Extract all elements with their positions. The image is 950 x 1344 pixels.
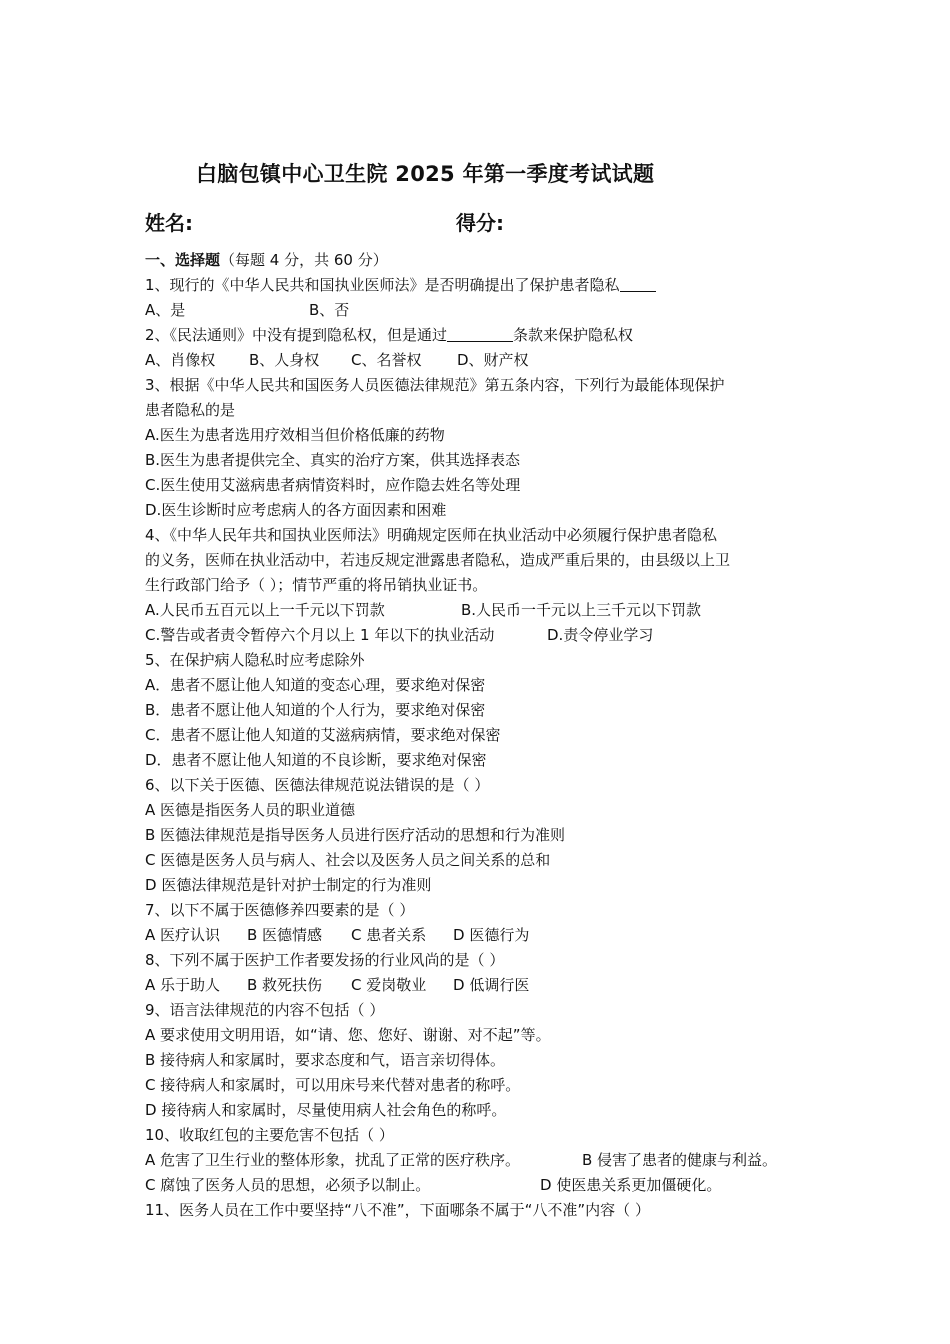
- question-4-cont: 生行政部门给予（ ）；情节严重的将吊销执业证书。: [145, 576, 488, 594]
- option: C．患者不愿让他人知道的艾滋病病情，要求绝对保密: [145, 726, 501, 744]
- question-4-options-ab: A.人民币五百元以上一千元以下罚款 B.人民币一千元以上三千元以下罚款: [145, 601, 702, 619]
- question-10-options-cd: C 腐蚀了医务人员的思想，必须予以制止。 D 使医患关系更加僵硬化。: [145, 1176, 722, 1194]
- exam-title: 白脑包镇中心卫生院 2025 年第一季度考试试题: [196, 162, 655, 186]
- question-2: 2、《民法通则》中没有提到隐私权，但是通过 条款来保护隐私权: [145, 323, 825, 348]
- option: B．患者不愿让他人知道的个人行为，要求绝对保密: [145, 701, 486, 719]
- option: B 接待病人和家属时，要求态度和气，语言亲切得体。: [145, 1051, 506, 1069]
- option: B.医生为患者提供完全、真实的治疗方案，供其选择表态: [145, 451, 521, 469]
- question-1-options: A、是 B、否: [145, 301, 350, 319]
- option: B 医德法律规范是指导医务人员进行医疗活动的思想和行为准则: [145, 826, 566, 844]
- option: A．患者不愿让他人知道的变态心理，要求绝对保密: [145, 676, 486, 694]
- option: D 医德法律规范是针对护士制定的行为准则: [145, 876, 432, 894]
- question-3-cont: 患者隐私的是: [145, 401, 236, 419]
- option: D.医生诊断时应考虑病人的各方面因素和困难: [145, 501, 447, 519]
- question-4-cont: 的义务，医师在执业活动中，若违反规定泄露患者隐私，造成严重后果的，由县级以上卫: [145, 551, 731, 569]
- question-7-options: A 医疗认识 B 医德情感 C 患者关系 D 医德行为: [145, 926, 530, 944]
- option: D．患者不愿让他人知道的不良诊断，要求绝对保密: [145, 751, 487, 769]
- option: C.医生使用艾滋病患者病情资料时，应作隐去姓名等处理: [145, 476, 521, 494]
- option: C 医德是医务人员与病人、社会以及医务人员之间关系的总和: [145, 851, 551, 869]
- question-9: 9、语言法律规范的内容不包括（ ）: [145, 1001, 385, 1019]
- question-4: 4、《中华人民年共和国执业医师法》明确规定医师在执业活动中必须履行保护患者隐私: [145, 526, 718, 544]
- question-10: 10、收取红包的主要危害不包括（ ）: [145, 1126, 394, 1144]
- name-label: 姓名:: [145, 211, 193, 235]
- question-7: 7、以下不属于医德修养四要素的是（ ）: [145, 901, 415, 919]
- question-8-options: A 乐于助人 B 救死扶伤 C 爱岗敬业 D 低调行医: [145, 976, 530, 994]
- question-list: [145, 248, 825, 1223]
- question-4-options-cd: C.警告或者责令暂停六个月以上 1 年以下的执业活动 D.责令停业学习: [145, 626, 654, 644]
- score-label: 得分:: [456, 211, 504, 235]
- question-10-options-ab: A 危害了卫生行业的整体形象，扰乱了正常的医疗秩序。 B 侵害了患者的健康与利益。: [145, 1151, 778, 1169]
- option: A.医生为患者选用疗效相当但价格低廉的药物: [145, 426, 445, 444]
- answer-blank: [620, 273, 656, 292]
- question-11: 11、医务人员在工作中要坚持“八不准”，下面哪条不属于“八不准”内容（ ）: [145, 1201, 650, 1219]
- question-8: 8、下列不属于医护工作者要发扬的行业风尚的是（ ）: [145, 951, 505, 969]
- option: A 要求使用文明用语，如“请、您、您好、谢谢、对不起”等。: [145, 1026, 551, 1044]
- option: A 医德是指医务人员的职业道德: [145, 801, 356, 819]
- question-2-options: A、肖像权 B、人身权 C、名誉权 D、财产权: [145, 351, 529, 369]
- option: D 接待病人和家属时，尽量使用病人社会角色的称呼。: [145, 1101, 507, 1119]
- question-5: 5、在保护病人隐私时应考虑除外: [145, 651, 365, 669]
- option: C 接待病人和家属时，可以用床号来代替对患者的称呼。: [145, 1076, 521, 1094]
- answer-blank: [447, 323, 513, 342]
- question-6: 6、以下关于医德、医德法律规范说法错误的是（ ）: [145, 776, 490, 794]
- question-3: 3、根据《中华人民共和国医务人员医德法律规范》第五条内容，下列行为最能体现保护: [145, 376, 725, 394]
- section-heading: 一、选择题（每题 4 分，共 60 分）: [145, 251, 388, 269]
- question-1: 1、现行的《中华人民共和国执业医师法》是否明确提出了保护患者隐私: [145, 273, 825, 298]
